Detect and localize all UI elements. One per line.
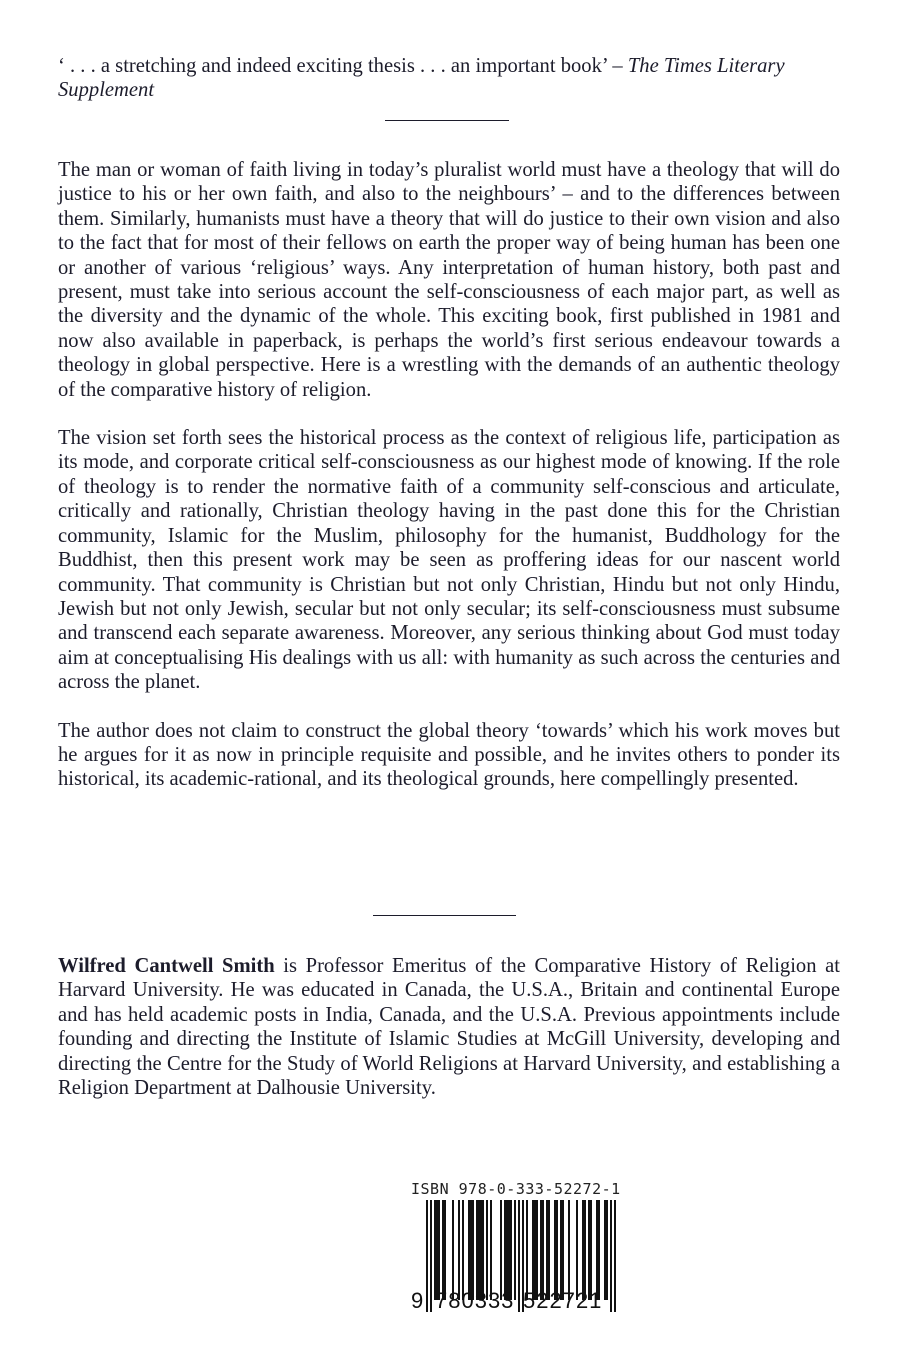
description-paragraph-3: The author does not claim to construct the global theory ‘towards’ which his work moves but he argues for it as now in principle requisite and possible, and he invites others to ponder its historical, its academic-rational, and its theological grounds, here compellingly presented. <box>58 719 840 791</box>
barcode-bar <box>556 1200 558 1300</box>
barcode-bar <box>542 1200 544 1300</box>
barcode-bar <box>606 1200 608 1300</box>
barcode-bar <box>444 1200 446 1300</box>
barcode-bar <box>462 1200 464 1300</box>
barcode-bar <box>584 1200 586 1300</box>
description-paragraph-2: The vision set forth sees the historical process as the context of religious life, participation as its mode, and corporate critical self-consciousness as our highest mode of knowing. If the role of theology is to render the normative faith of a community self-conscious and articulate, critically and rationally, Christian theology having in the past done this for the Christian community, Islamic for the Muslim, philosophy for the humanist, Buddhology for the Buddhist, then this present work may be seen as proffering ideas for our nascent world community. That community is Christian but not only Christian, Hindu but not only Hindu, Jewish but not only Jewish, secular but not only secular; its self-consciousness must subsume and transcend each separate awareness. Moreover, any serious thinking about God must today aim at conceptualising His dealings with us all: with humanity as such across the centuries and across the planet. <box>58 427 840 694</box>
barcode-bar <box>506 1200 508 1300</box>
barcode-bar <box>500 1200 502 1300</box>
author-bio-text: is Professor Emeritus of the Comparative History of Religion at Harvard University. He was educated in Canada, the U.S.A., Britain and continental Europe and has held academic posts in India, Canada, and the U.S.A. Previous appointments include founding and directing the Institute of Islamic Studies at McGill University, developing and directing the Centre for the Study of World Religions at Harvard University, and establishing a Religion Department at Dalhousie University. <box>58 955 840 1100</box>
barcode-bar <box>434 1200 436 1300</box>
barcode-bar <box>476 1200 478 1300</box>
description-paragraph-1: The man or woman of faith living in today’s pluralist world must have a theology that will do justice to his or her own faith, and also to the neighbours’ – and to the differences between them. Similarly, humanists must have a theory that will do justice to their own vision and also to the fact that for most of their fellows on earth the proper way of being human has been one or another of various ‘religious’ ways. Any interpretation of human history, both past and present, must take into serious account the self-consciousness of each major part, as well as the diversity and the dynamic of the whole. This exciting book, first published in 1981 and now also available in paperback, is perhaps the world’s first serious endeavour towards a theology in global perspective. Here is a wrestling with the demands of an authentic theology of the comparative history of religion. <box>58 159 840 401</box>
barcode-bar <box>468 1200 470 1300</box>
barcode-bar <box>472 1200 474 1300</box>
author-name: Wilfred Cantwell Smith <box>58 955 275 977</box>
barcode-bar <box>526 1200 528 1300</box>
barcode-bar <box>458 1200 460 1300</box>
review-quote-source: The Times Literary Supplement <box>58 55 785 102</box>
barcode-bar <box>540 1200 542 1300</box>
barcode-bar <box>562 1200 564 1300</box>
barcode-bar <box>504 1200 506 1300</box>
barcode-bar <box>576 1200 578 1300</box>
barcode-bar <box>548 1200 550 1300</box>
barcode-bar <box>514 1200 516 1300</box>
barcode-bar <box>442 1200 444 1300</box>
barcode-bar <box>598 1200 600 1300</box>
barcode-bar <box>590 1200 592 1300</box>
barcode-bar <box>436 1200 438 1300</box>
barcode-bar <box>482 1200 484 1300</box>
barcode-bar <box>588 1200 590 1300</box>
author-bio <box>58 954 840 1100</box>
barcode-bar <box>560 1200 562 1300</box>
barcode-bar <box>582 1200 584 1300</box>
barcode-bar <box>486 1200 488 1300</box>
barcode-digits <box>405 1288 645 1318</box>
barcode-bar <box>596 1200 598 1300</box>
barcode-right-digits: 522721 <box>523 1288 603 1313</box>
barcode-bar <box>438 1200 440 1300</box>
barcode-bar <box>536 1200 538 1300</box>
barcode-first-digit: 9 <box>411 1288 424 1313</box>
divider-bottom <box>373 915 516 916</box>
barcode-bar <box>480 1200 482 1300</box>
barcode-left-digits: 780333 <box>435 1288 515 1313</box>
barcode-bar <box>478 1200 480 1300</box>
barcode-bar <box>532 1200 534 1300</box>
barcode-bar <box>470 1200 472 1300</box>
description <box>58 158 840 816</box>
barcode-bar <box>510 1200 512 1300</box>
review-quote-text: ‘ . . . a stretching and indeed exciting thesis . . . an important book’ – <box>58 55 628 77</box>
review-quote <box>58 54 840 103</box>
barcode-bar <box>554 1200 556 1300</box>
divider-top <box>385 120 509 121</box>
barcode-bar <box>508 1200 510 1300</box>
barcode-bar <box>546 1200 548 1300</box>
barcode-bar <box>534 1200 536 1300</box>
barcode-bar <box>604 1200 606 1300</box>
barcode-bar <box>452 1200 454 1300</box>
barcode-bar <box>568 1200 570 1300</box>
isbn-label: ISBN 978-0-333-52272-1 <box>411 1180 621 1198</box>
isbn-barcode <box>405 1180 645 1335</box>
barcode-bar <box>490 1200 492 1300</box>
